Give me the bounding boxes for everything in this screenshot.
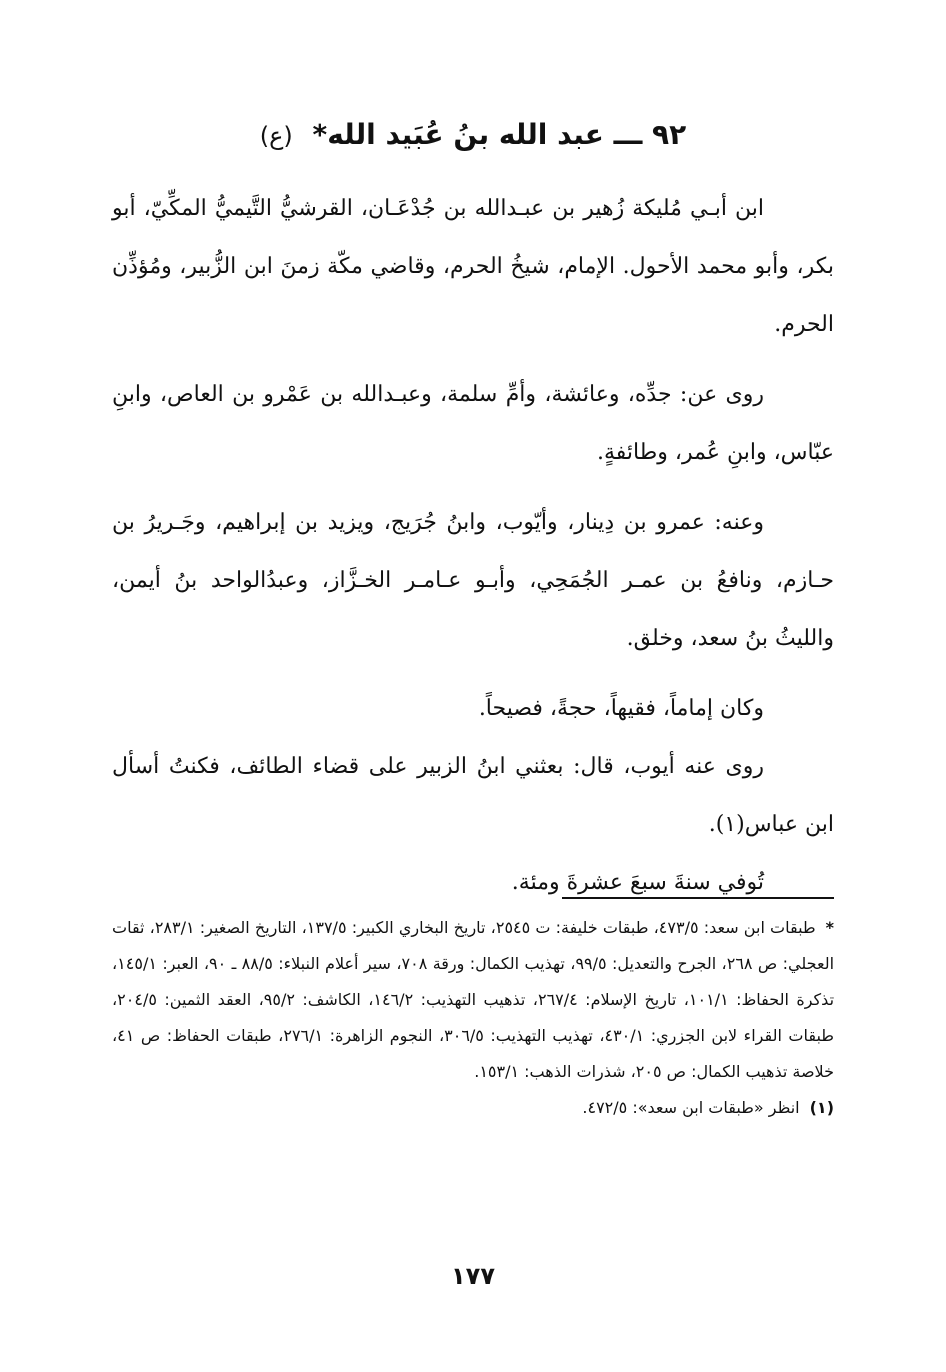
footnotes xyxy=(112,910,834,1126)
footnote-sources-mark: * xyxy=(825,918,835,937)
paragraph-death: تُوفي سنةَ سبعَ عشرةَ ومئة. xyxy=(511,870,764,895)
page-number: ١٧٧ xyxy=(451,1262,495,1290)
footnote-separator xyxy=(562,897,834,899)
biography-text xyxy=(112,180,834,912)
paragraph-students: وعنه: عمرو بن دِينار، وأيّوب، وابنُ جُرَيج، ويزيد بن إبراهيم، وجَـريرُ بن حـازم، ونافعُ بن عمـر الجُمَحِي، وأبـو عـامـر الخـزَّاز، وعبدُالواحد بنُ أيمن، والليثُ بنُ سعد، وخلق. xyxy=(112,510,834,651)
footnote-1 xyxy=(112,1090,834,1126)
footnote-1-mark: (١) xyxy=(809,1098,834,1117)
paragraph-praise: وكان إماماً، فقيهاً، حجةً، فصيحاً. xyxy=(478,696,764,721)
footnote-1-text: انظر «طبقات ابن سعد»: ٤٧٢/٥. xyxy=(582,1098,800,1117)
footnote-sources xyxy=(112,910,834,1090)
heading-title: ٩٢ ـــ عبد الله بنُ عُبَيد الله* xyxy=(312,118,687,151)
biography-heading xyxy=(0,118,946,151)
paragraph-lineage: ابن أبـي مُليكة زُهير بن عبـدالله بن جُدْعَـان، القرشيُّ التَّيميُّ المكِّيّ، أبو بكر، وأبو محمد الأحول. الإمام، شيخُ الحرم، وقاضي مكّة زمنَ ابن الزُّبير، ومُؤذِّن الحرم. xyxy=(112,196,834,337)
footnote-sources-text: طبقات ابن سعد: ٤٧٣/٥، طبقات خليفة: ت ٢٥٤٥، تاريخ البخاري الكبير: ١٣٧/٥، التاريخ الصغير: ٢٨٣/١، ثقات العجلي: ص ٢٦٨، الجرح والتعديل: ٩٩/٥، تهذيب الكمال: ورقة ٧٠٨، سير أعلام النبلاء: ٨٨/٥ ـ ٩٠، العبر: ١٤٥/١، تذكرة الحفاظ: ١٠١/١، تاريخ الإسلام: ٢٦٧/٤، تذهيب التهذيب: ١٤٦/٢، الكاشف: ٩٥/٢، العقد الثمين: ٢٠٤/٥، طبقات القراء لابن الجزري: ٤٣٠/١، تهذيب التهذيب: ٣٠٦/٥، النجوم الزاهرة: ٢٧٦/١، طبقات الحفاظ: ص ٤١، خلاصة تذهيب الكمال: ص ٢٠٥، شذرات الذهب: ١٥٣/١. xyxy=(112,918,835,1081)
paragraph-narration: روى عنه أيوب، قال: بعثني ابنُ الزبير على قضاء الطائف، فكنتُ أسأل ابن عباس(١). xyxy=(112,754,834,837)
paragraph-teachers: روى عن: جدِّه، وعائشة، وأمِّ سلمة، وعبـدالله بن عَمْرو بن العاص، وابنِ عبّاس، وابنِ عُمر، وطائفةٍ. xyxy=(112,382,834,465)
heading-siglum: (ع) xyxy=(259,122,293,150)
